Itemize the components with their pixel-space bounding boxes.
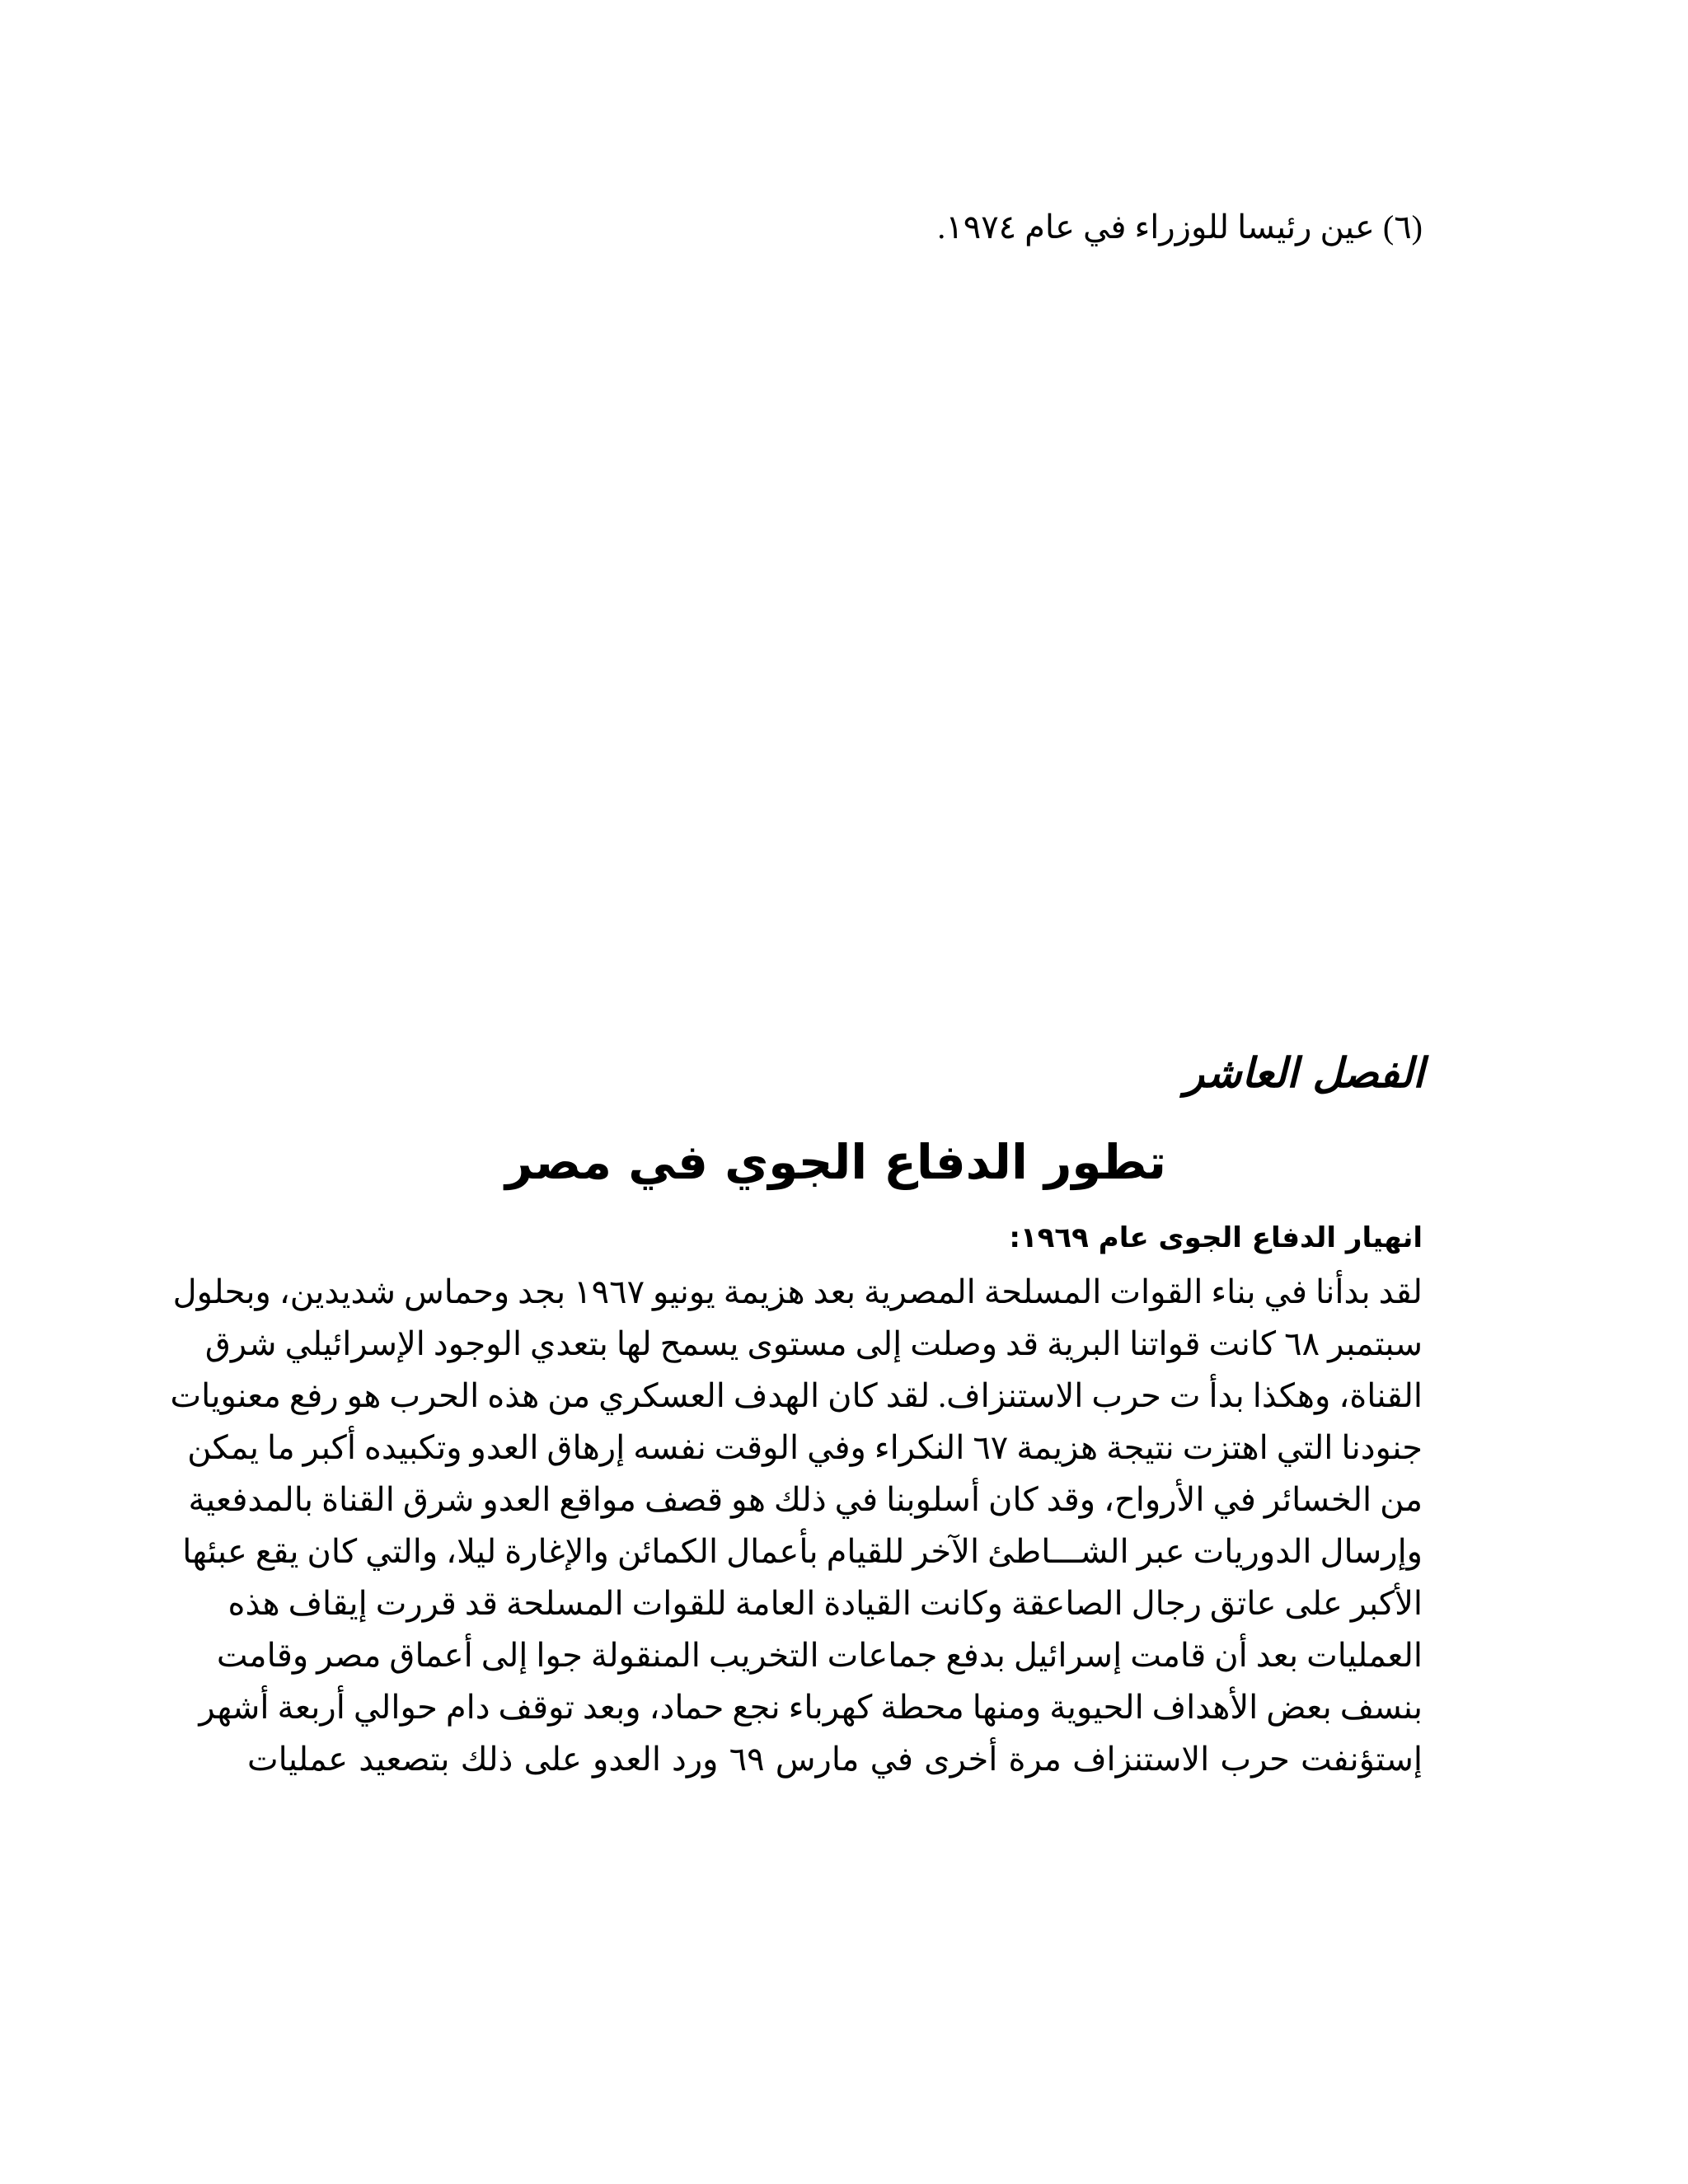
paragraph-line: من الخسائر في الأرواح، وقد كان أسلوبنا في ذلك هو قصف مواقع العدو شرق القناة بالمدفعية — [188, 1481, 1423, 1518]
paragraph-line: الأكبر على عاتق رجال الصاعقة وكانت القيادة العامة للقوات المسلحة قد قررت إيقاف هذه — [227, 1585, 1423, 1622]
paragraph-line: العمليات بعد أن قامت إسرائيل بدفع جماعات التخريب المنقولة جوا إلى أعماق مصر وقامت — [216, 1637, 1423, 1674]
paragraph-line: إستؤنفت حرب الاستنزاف مرة أخرى في مارس ٦٩ ورد العدو على ذلك بتصعيد عمليات — [247, 1741, 1423, 1778]
paragraph-line: وإرسال الدوريات عبر الشـــاطئ الآخر للقيام بأعمال الكمائن والإغارة ليلا، والتي كان يقع عبئها — [182, 1533, 1423, 1570]
paragraph-line: بنسف بعض الأهداف الحيوية ومنها محطة كهرباء نجع حماد، وبعد توقف دام حوالي أربعة أشهر — [199, 1689, 1423, 1726]
footnote: (٦) عين رئيسا للوزراء في عام ١٩٧٤. — [937, 209, 1423, 246]
paragraph-line: جنودنا التي اهتزت نتيجة هزيمة ٦٧ النكراء وفي الوقت نفسه إرهاق العدو وتكبيده أكبر ما يمكن — [187, 1429, 1423, 1466]
body-paragraph — [170, 1266, 1423, 1785]
section-heading: انهيار الدفاع الجوى عام ١٩٦٩: — [1009, 1221, 1423, 1254]
chapter-title: تطور الدفاع الجوي في مصر — [504, 1134, 1167, 1190]
paragraph-line: لقد بدأنا في بناء القوات المسلحة المصرية بعد هزيمة يونيو ١٩٦٧ بجد وحماس شديدين، وبحلول — [172, 1273, 1423, 1310]
paragraph-line: القناة، وهكذا بدأ ت حرب الاستنزاف. لقد كان الهدف العسكري من هذه الحرب هو رفع معنويات — [170, 1377, 1423, 1414]
chapter-label: الفصل العاشر — [1184, 1049, 1424, 1097]
paragraph-line: سبتمبر ٦٨ كانت قواتنا البرية قد وصلت إلى مستوى يسمح لها بتعدي الوجود الإسرائيلي شرق — [204, 1325, 1423, 1362]
